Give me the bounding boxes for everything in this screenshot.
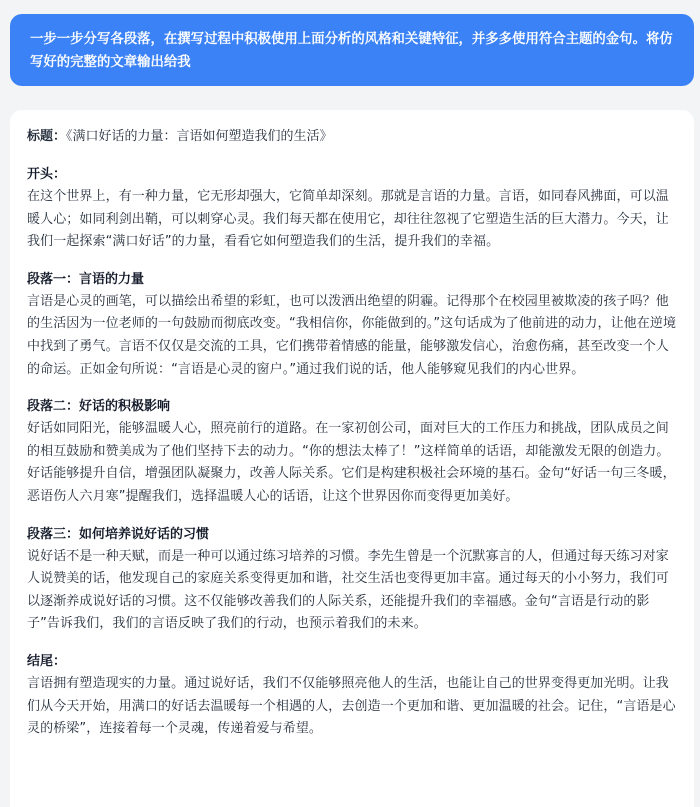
article-title-label: 标题： bbox=[27, 129, 67, 144]
section-heading: 段落一：言语的力量 bbox=[27, 271, 145, 287]
section-body: 言语拥有塑造现实的力量。通过说好话，我们不仅能够照亮他人的生活，也能让自己的世界变得更加光明。让我们从今天开始，用满口的好话去温暖每一个相遇的人，去创造一个更加和谐、更加温暖的社会。记住，“言语是心灵的桥梁”，连接着每一个灵魂，传递着爱与希望。 bbox=[27, 675, 676, 737]
section-opening bbox=[27, 164, 678, 254]
section-body: 言语是心灵的画笔，可以描绘出希望的彩虹，也可以泼洒出绝望的阴霾。记得那个在校园里被欺凌的孩子吗？他的生活因为一位老师的一句鼓励而彻底改变。“我相信你，你能做到的。”这句话成为了他前进的动力，让他在逆境中找到了勇气。言语不仅仅是交流的工具，它们携带着情感的能量，能够激发信心，治愈伤痛，甚至改变一个人的命运。正如金句所说：“言语是心灵的窗户。”通过我们说的话，他人能够窥见我们的内心世界。 bbox=[27, 293, 677, 377]
section-heading: 段落二：好话的积极影响 bbox=[27, 399, 171, 415]
section-paragraph-three bbox=[27, 524, 678, 636]
section-heading: 结尾： bbox=[27, 653, 67, 669]
section-body: 好话如同阳光，能够温暖人心，照亮前行的道路。在一家初创公司，面对巨大的工作压力和挑战，团队成员之间的相互鼓励和赞美成为了他们坚持下去的动力。“你的想法太棒了！”这样简单的话语，却能激发无限的创造力。好话能够提升自信，增强团队凝聚力，改善人际关系。它们是构建积极社会环境的基石。金句“好话一句三冬暖，恶语伤人六月寒”提醒我们，选择温暖人心的话语，让这个世界因你而变得更加美好。 bbox=[27, 421, 676, 504]
section-heading: 段落三：如何培养说好话的习惯 bbox=[27, 526, 210, 542]
section-paragraph-two bbox=[27, 396, 678, 508]
section-ending bbox=[27, 651, 678, 741]
section-body: 说好话不是一种天赋，而是一种可以通过练习培养的习惯。李先生曾是一个沉默寡言的人，但通过每天练习对家人说赞美的话，他发现自己的家庭关系变得更加和谐，社交生活也变得更加丰富。通过每天的小小努力，我们可以逐渐养成说好话的习惯。这不仅能够改善我们的人际关系，还能提升我们的幸福感。金句“言语是行动的影子”告诉我们，我们的言语反映了我们的行动，也预示着我们的未来。 bbox=[27, 548, 669, 632]
section-body: 在这个世界上，有一种力量，它无形却强大，它简单却深刻。那就是言语的力量。言语，如同春风拂面，可以温暖人心；如同利剑出鞘，可以刺穿心灵。我们每天都在使用它，却往往忽视了它塑造生活的巨大潜力。今天，让我们一起探索“满口好话”的力量，看看它如何塑造我们的生活，提升我们的幸福。 bbox=[27, 189, 669, 250]
section-heading: 开头： bbox=[27, 167, 67, 182]
user-message-text: 一步一步分写各段落，在撰写过程中积极使用上面分析的风格和关键特征，并多多使用符合主题的金句。将仿写好的完整的文章输出给我 bbox=[30, 32, 673, 70]
article-title bbox=[27, 126, 678, 148]
assistant-response-card bbox=[10, 110, 694, 807]
user-message-bubble bbox=[10, 14, 694, 86]
article-title-text: 《满口好话的力量：言语如何塑造我们的生活》 bbox=[66, 129, 333, 144]
section-paragraph-one bbox=[27, 269, 678, 381]
